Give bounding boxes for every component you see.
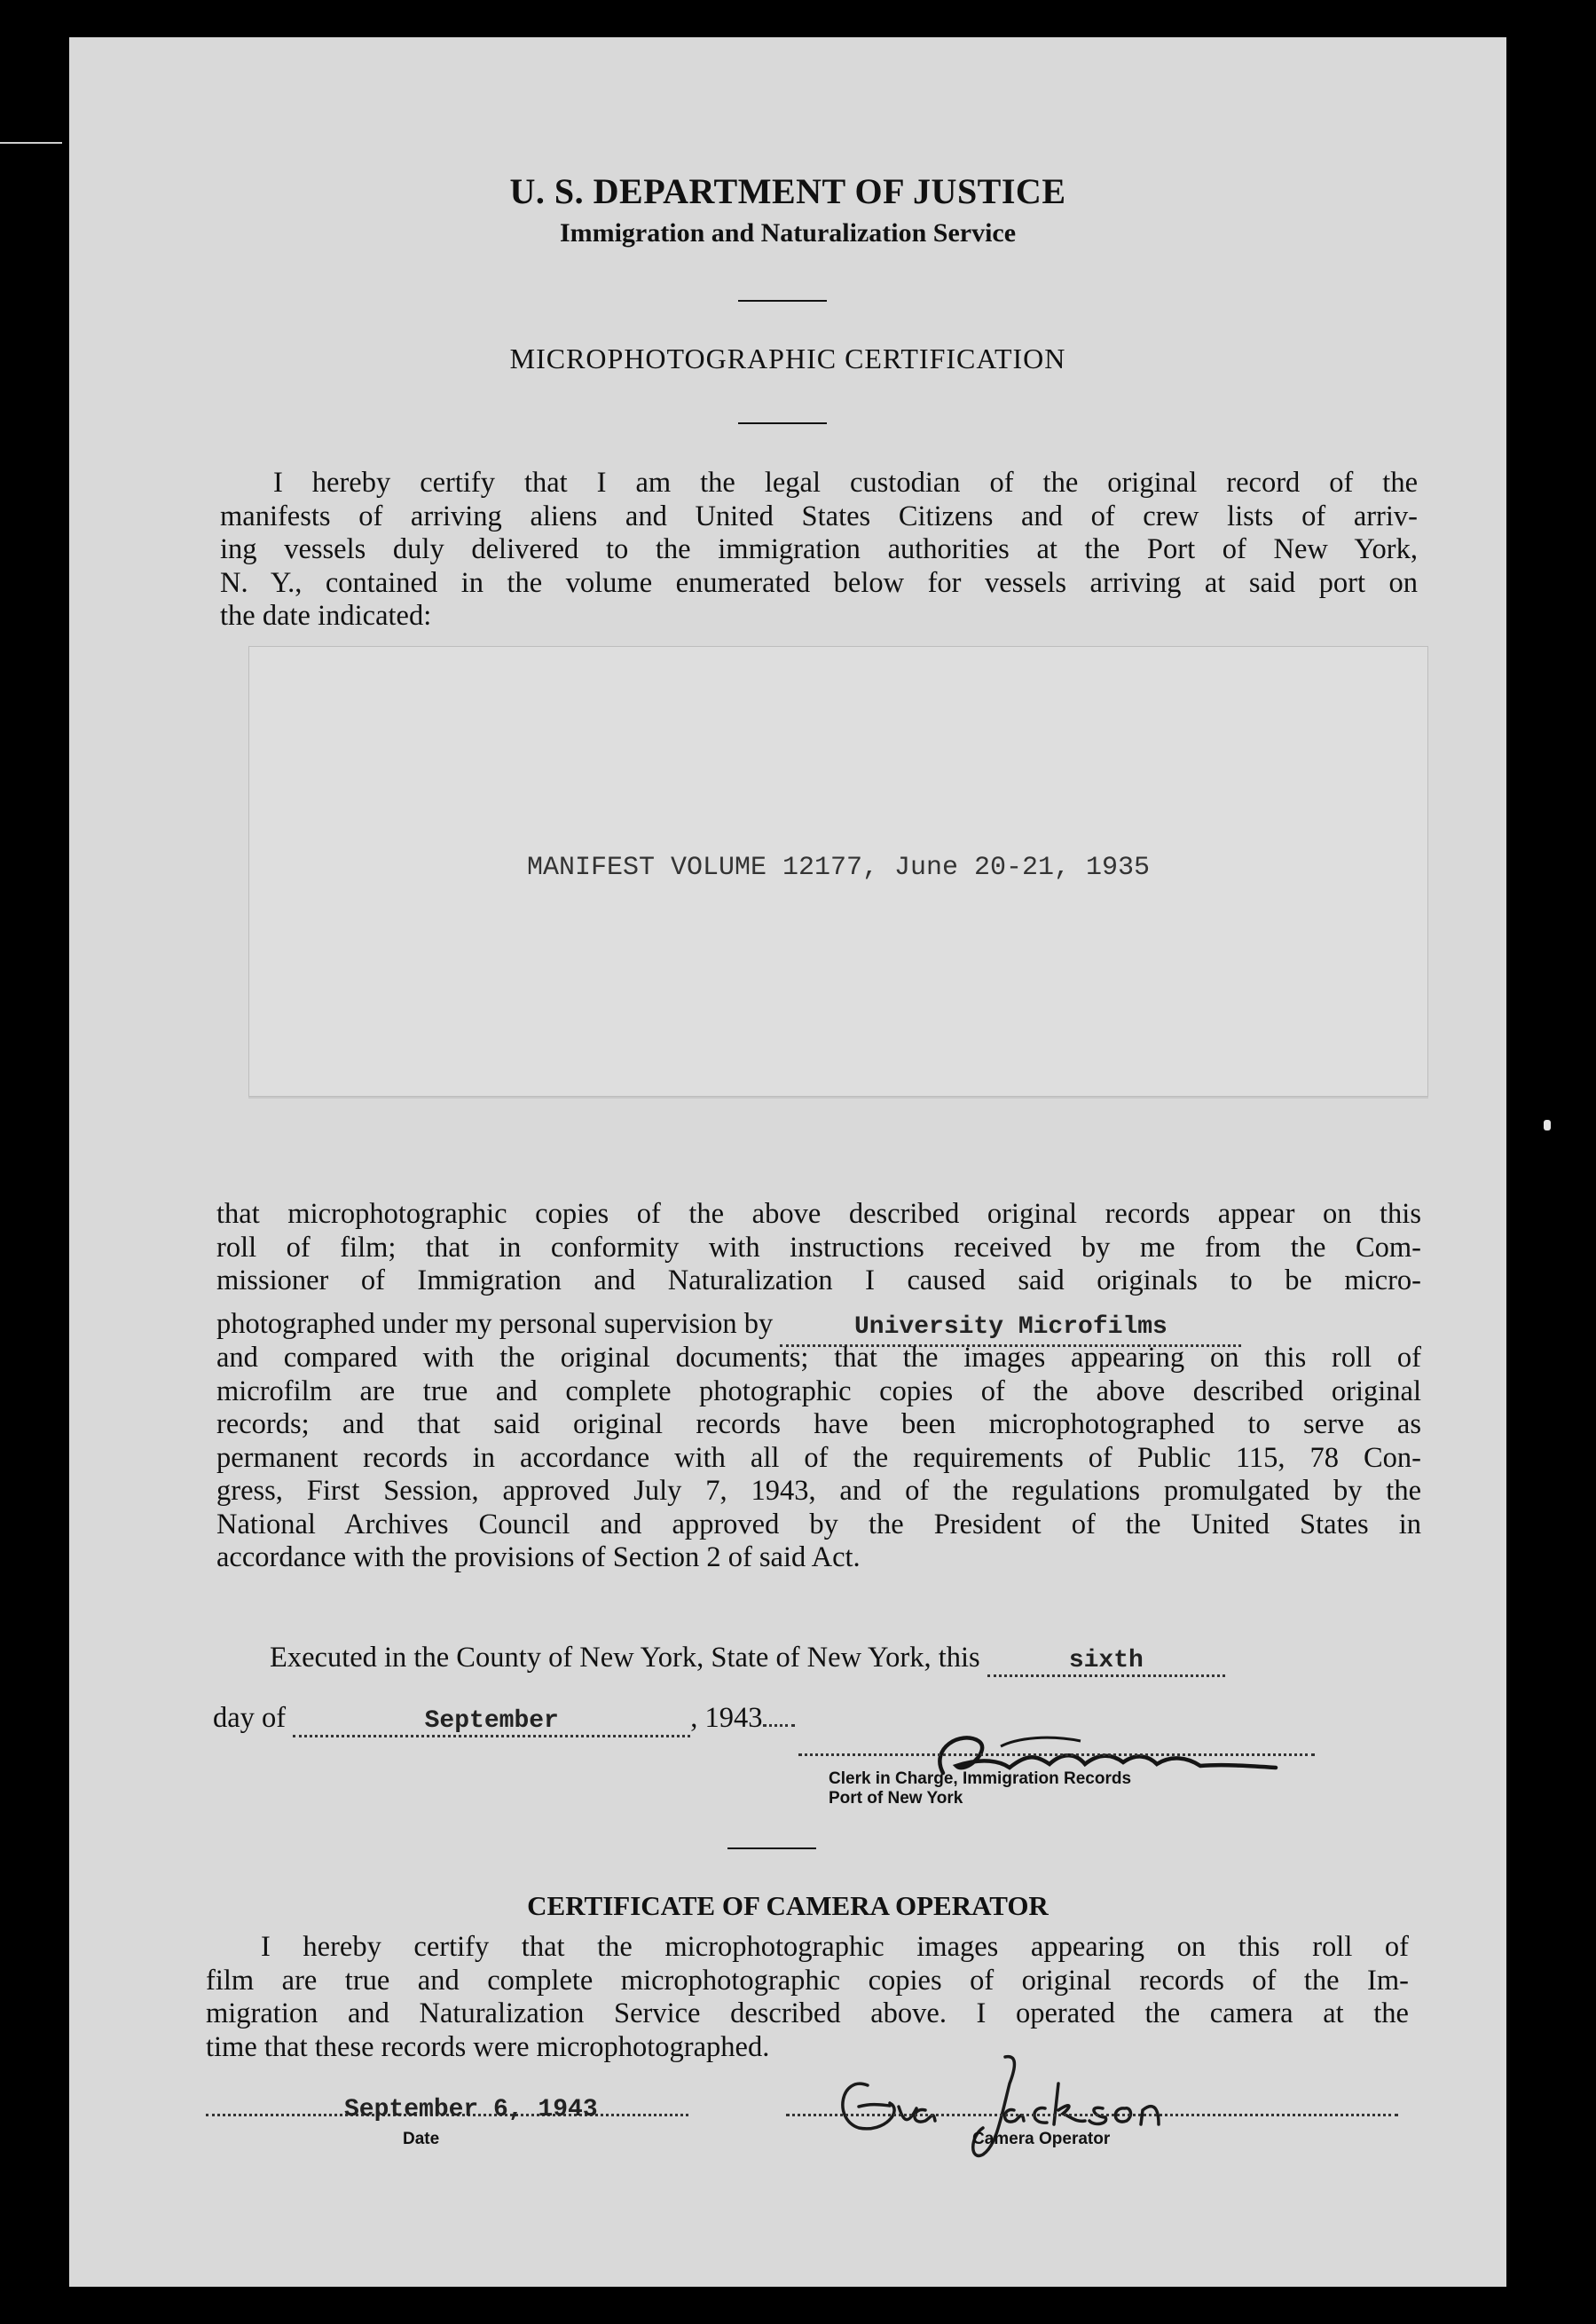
text-line: microfilm are true and complete photographic copies of the above described original (216, 1375, 1421, 1407)
clerk-office-line: Port of New York (829, 1789, 963, 1808)
text-line: records; and that said original records have been microphotographed to serve as (216, 1408, 1421, 1440)
edge-mark (0, 142, 62, 144)
camera-certificate-heading: CERTIFICATE OF CAMERA OPERATOR (527, 1890, 1049, 1921)
text-line: film are true and complete microphotographic copies of original records of the Im- (206, 1964, 1409, 1997)
supervision-prefix: photographed under my personal supervision by (216, 1308, 774, 1340)
body-paragraph-a (216, 1198, 1421, 1298)
divider (738, 300, 827, 302)
month-value: September (424, 1707, 559, 1735)
record-insert (248, 646, 1428, 1097)
text-line: missioner of Immigration and Naturalization I caused said originals to be micro- (216, 1264, 1421, 1296)
text-line: time that these records were microphotographed. (206, 2030, 770, 2063)
manifest-volume-text: MANIFEST VOLUME 12177, June 20-21, 1935 (526, 853, 1151, 883)
supervision-line (216, 1308, 1421, 1347)
year-text: , 1943 (690, 1702, 763, 1734)
divider (727, 1847, 816, 1849)
executed-text: Executed in the County of New York, State of New York, this (270, 1642, 980, 1674)
date-label: Date (403, 2130, 440, 2148)
clerk-title-line: Clerk in Charge, Immigration Records (829, 1769, 1132, 1788)
text-line: National Archives Council and approved by the President of the United States in (216, 1508, 1421, 1540)
supervision-field (780, 1308, 1241, 1347)
body-paragraph-b (216, 1342, 1421, 1575)
text-line: and compared with the original documents; that the images appearing on this roll of (216, 1342, 1421, 1374)
text-line: ing vessels duly delivered to the immigration authorities at the Port of New York, (220, 533, 1418, 565)
date-line (213, 1702, 795, 1737)
service-subtitle: Immigration and Naturalization Service (559, 218, 1017, 248)
operator-date-value: September 6, 1943 (344, 2096, 598, 2123)
text-line: permanent records in accordance with all of the requirements of Public 115, 78 Con- (216, 1441, 1421, 1474)
text-line: I hereby certify that the microphotographic images appearing on this roll of (261, 1931, 1409, 1963)
department-title: U. S. DEPARTMENT OF JUSTICE (509, 171, 1066, 211)
text-line: accordance with the provisions of Section 2 of said Act. (216, 1541, 861, 1573)
day-value: sixth (1068, 1647, 1144, 1674)
certification-title: MICROPHOTOGRAPHIC CERTIFICATION (509, 343, 1066, 374)
text-line: migration and Naturalization Service described above. I operated the camera at the (206, 1997, 1409, 2029)
day-of-label: day of (213, 1702, 287, 1734)
text-line: I hereby certify that I am the legal custodian of the original record of the (273, 467, 1418, 499)
month-field (293, 1702, 690, 1737)
text-line: manifests of arriving aliens and United States Citizens and of crew lists of arriv- (220, 500, 1418, 532)
operator-signature (806, 2021, 1267, 2172)
text-line: that microphotographic copies of the above described original records appear on this (216, 1198, 1421, 1230)
year-dots (763, 1724, 795, 1727)
clerk-signature-line (798, 1753, 1315, 1756)
executed-line (270, 1642, 1225, 1677)
text-line: gress, First Session, approved July 7, 1943, and of the regulations promulgated by the (216, 1475, 1421, 1507)
film-speck (1544, 1120, 1551, 1130)
day-field (987, 1642, 1225, 1677)
text-line: roll of film; that in conformity with instructions received by me from the Com- (216, 1231, 1421, 1264)
supervision-value: University Microfilms (854, 1313, 1168, 1341)
intro-paragraph (220, 467, 1418, 634)
certificate-sheet (69, 37, 1506, 2287)
divider (738, 422, 827, 424)
text-line: N. Y., contained in the volume enumerated below for vessels arriving at said port on (220, 566, 1418, 599)
operator-signature-line (786, 2114, 1398, 2116)
operator-label: Camera Operator (972, 2130, 1111, 2148)
clerk-title (829, 1769, 1131, 1808)
text-line: the date indicated: (220, 600, 432, 632)
